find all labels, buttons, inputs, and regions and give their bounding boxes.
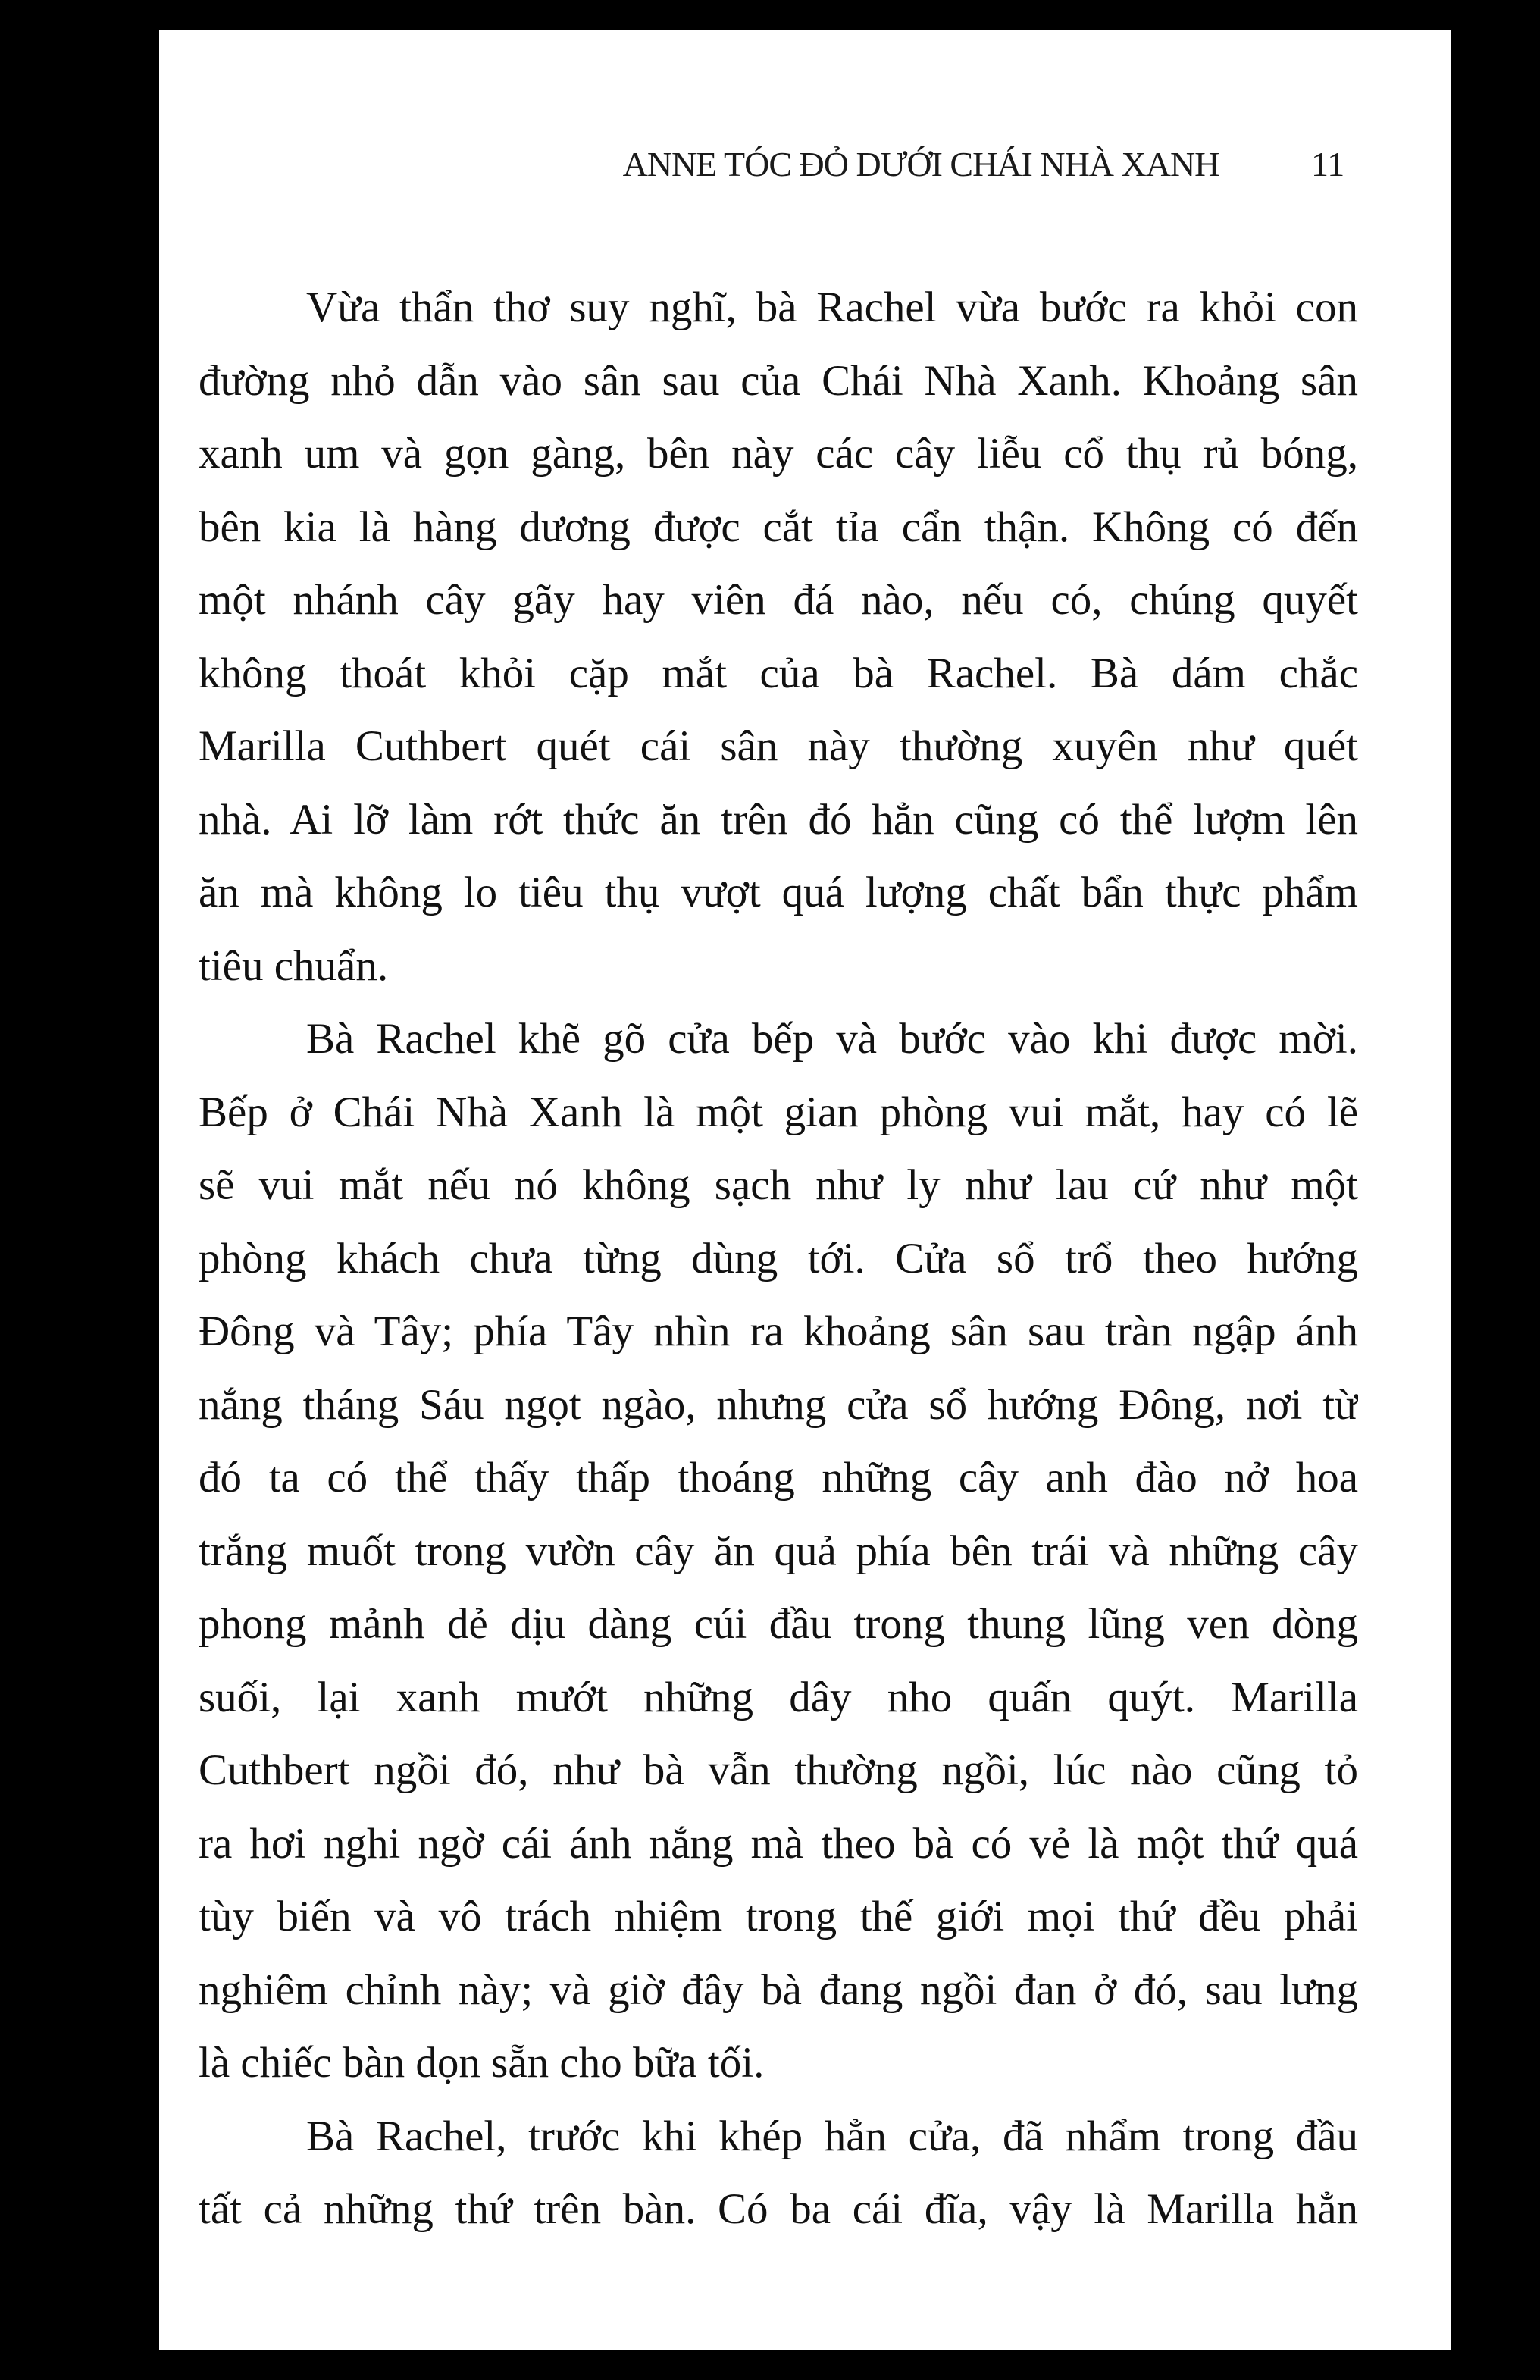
text-line: ra hơi nghi ngờ cái ánh nắng mà theo bà có vẻ là một thứ quá bbox=[199, 1819, 1358, 1868]
text-line: phòng khách chưa từng dùng tới. Cửa sổ trổ theo hướng bbox=[199, 1234, 1358, 1282]
text-line: Đông và Tây; phía Tây nhìn ra khoảng sân sau tràn ngập ánh bbox=[199, 1307, 1358, 1355]
text-line: tiêu chuẩn. bbox=[199, 941, 389, 990]
text-line: Marilla Cuthbert quét cái sân này thường xuyên như quét bbox=[199, 722, 1358, 770]
text-line: Cuthbert ngồi đó, như bà vẫn thường ngồi, lúc nào cũng tỏ bbox=[199, 1746, 1358, 1794]
paragraph bbox=[199, 271, 1358, 1003]
text-line: ăn mà không lo tiêu thụ vượt quá lượng chất bẩn thực phẩm bbox=[199, 869, 1358, 916]
text-line: tùy biến và vô trách nhiệm trong thế giới mọi thứ đều phải bbox=[199, 1893, 1358, 1940]
text-line: nghiêm chỉnh này; và giờ đây bà đang ngồi đan ở đó, sau lưng bbox=[199, 1965, 1358, 2014]
text-line: một nhánh cây gãy hay viên đá nào, nếu có, chúng quyết bbox=[199, 576, 1358, 624]
text-line: không thoát khỏi cặp mắt của bà Rachel. Bà dám chắc bbox=[199, 649, 1358, 697]
text-line: xanh um và gọn gàng, bên này các cây liễu cổ thụ rủ bóng, bbox=[199, 430, 1358, 478]
text-line: tất cả những thứ trên bàn. Có ba cái đĩa, vậy là Marilla hẳn bbox=[199, 2185, 1358, 2233]
text-line: bên kia là hàng dương được cắt tỉa cẩn thận. Không có đến bbox=[199, 503, 1358, 551]
text-line: đó ta có thể thấy thấp thoáng những cây anh đào nở hoa bbox=[199, 1454, 1358, 1502]
running-title: ANNE TÓC ĐỎ DƯỚI CHÁI NHÀ XANH bbox=[622, 145, 1219, 183]
body-text bbox=[199, 271, 1358, 2247]
text-line: Bếp ở Chái Nhà Xanh là một gian phòng vui mắt, hay có lẽ bbox=[199, 1088, 1358, 1136]
text-line: Bà Rachel, trước khi khép hẳn cửa, đã nhẩm trong đầu bbox=[306, 2112, 1358, 2160]
page-number: 11 bbox=[1311, 145, 1345, 183]
text-line: trắng muốt trong vườn cây ăn quả phía bên trái và những cây bbox=[199, 1527, 1358, 1575]
paragraph bbox=[199, 1003, 1358, 2100]
text-line: nhà. Ai lỡ làm rớt thức ăn trên đó hẳn cũng có thể lượm lên bbox=[199, 795, 1358, 844]
text-line: suối, lại xanh mướt những dây nho quấn quýt. Marilla bbox=[199, 1673, 1358, 1721]
text-line: phong mảnh dẻ dịu dàng cúi đầu trong thung lũng ven dòng bbox=[199, 1600, 1358, 1648]
text-line: Vừa thẩn thơ suy nghĩ, bà Rachel vừa bước ra khỏi con bbox=[306, 283, 1358, 331]
text-line: Bà Rachel khẽ gõ cửa bếp và bước vào khi được mời. bbox=[306, 1015, 1358, 1063]
text-line: là chiếc bàn dọn sẵn cho bữa tối. bbox=[199, 2039, 765, 2087]
paragraph bbox=[199, 2100, 1358, 2247]
text-line: sẽ vui mắt nếu nó không sạch như ly như lau cứ như một bbox=[199, 1161, 1358, 1209]
book-page bbox=[159, 30, 1451, 2350]
text-line: đường nhỏ dẫn vào sân sau của Chái Nhà Xanh. Khoảng sân bbox=[199, 356, 1358, 405]
text-line: nắng tháng Sáu ngọt ngào, nhưng cửa sổ hướng Đông, nơi từ bbox=[199, 1380, 1358, 1429]
